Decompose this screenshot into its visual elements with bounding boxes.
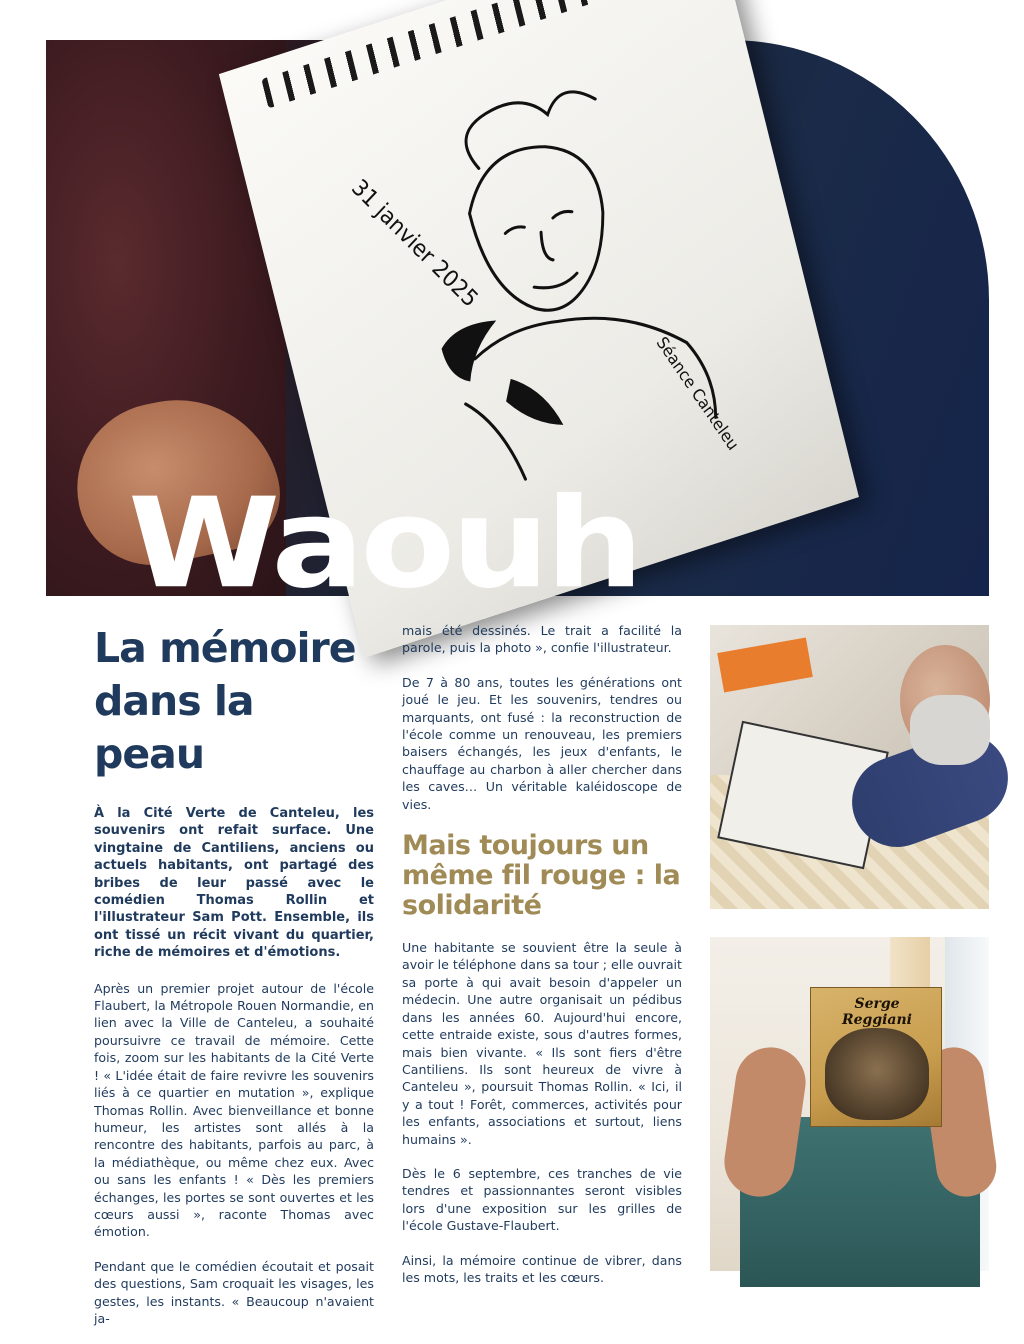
body-paragraph: Pendant que le comédien écoutait et posait des questions, Sam croquait les visages, les gestes, les instants. « Beaucoup n'avaient ja- — [94, 1258, 374, 1326]
body-paragraph: Ainsi, la mémoire continue de vibrer, dans les mots, les traits et les cœurs. — [402, 1252, 682, 1285]
body-paragraph: De 7 à 80 ans, toutes les générations ont joué le jeu. Et les souvenirs, tendres ou marquants, ont fusé : la reconstruction de l'école comme un renouveau, les premiers baisers échangés, les jeux d'enfants, le chauffage au charbon à aller chercher dans les caves… Un véritable kaléidoscope de vies. — [402, 674, 682, 812]
article-subheadline: Mais toujours un même fil rouge : la solidarité — [402, 830, 681, 922]
body-paragraph: mais été dessinés. Le trait a facilité la parole, puis la photo », confie l'illustrateur. — [402, 623, 682, 656]
hero-title-word: Waouh — [128, 471, 640, 616]
illustrator-photo — [710, 625, 989, 909]
album-title: Serge Reggiani — [841, 996, 912, 1028]
illustrator-beard — [910, 695, 990, 765]
sketch-date: 31 janvier 2025 — [346, 174, 483, 313]
body-paragraph: Dès le 6 septembre, ces tranches de vie tendres et passionnantes seront visibles lors d'une exposition sur les grilles de l'école Gustave-Flaubert. — [402, 1165, 682, 1234]
hero-photo — [46, 40, 989, 616]
orange-notebook — [717, 637, 813, 692]
article-headline: La mémoire dans la peau — [94, 624, 356, 778]
album-portrait — [825, 1028, 929, 1120]
article-lead: À la Cité Verte de Canteleu, les souvenirs ont refait surface. Une vingtaine de Cantiliens, anciens ou actuels habitants, ont partagé des bribes de leur passé avec le comédien Thomas Rollin et l'illustrateur Sam Pott. Ensemble, ils ont tissé un récit vivant du quartier, riche de mémoires et d'émotions. — [94, 806, 374, 961]
vinyl-album-cover — [810, 987, 942, 1127]
sketch-signature: Séance Canteleu — [652, 332, 743, 454]
column-2 — [402, 622, 682, 1303]
resident-photo — [710, 937, 989, 1271]
body-paragraph: Après un premier projet autour de l'école Flaubert, la Métropole Rouen Normandie, en lien avec la Ville de Canteleu, a souhaité poursuivre ce travail de mémoire. Cette fois, zoom sur les habitants de la Cité Verte ! « L'idée était de faire revivre les souvenirs liés à ce quartier en mutation », explique Thomas Rollin. Avec bienveillance et bonne humeur, les artistes sont allés à la rencontre des habitants, parfois au parc, à la médiathèque, ou même chez eux. Avec ou sans les enfants ! « Dès les premiers échanges, les portes se sont ouvertes et les cœurs aussi », raconte Thomas avec émotion. — [94, 980, 374, 1240]
body-paragraph: Une habitante se souvient être la seule à avoir le téléphone dans sa tour ; elle ouvrait sa porte à qui avait besoin d'appeler un médecin. Une autre organisait un pédibus dans les années 60. Aujourd'hui encore, cette entraide existe, sous d'autres formes, mais bien vivante. « Ils sont fiers d'être Cantiliens. Ils sont heureux de vivre à Canteleu », poursuit Thomas Rollin. « Ici, il y a tout ! Forêt, commerces, activités pour les enfants, associations et surtout, liens humains ». — [402, 940, 682, 1147]
column-1 — [94, 622, 374, 1344]
